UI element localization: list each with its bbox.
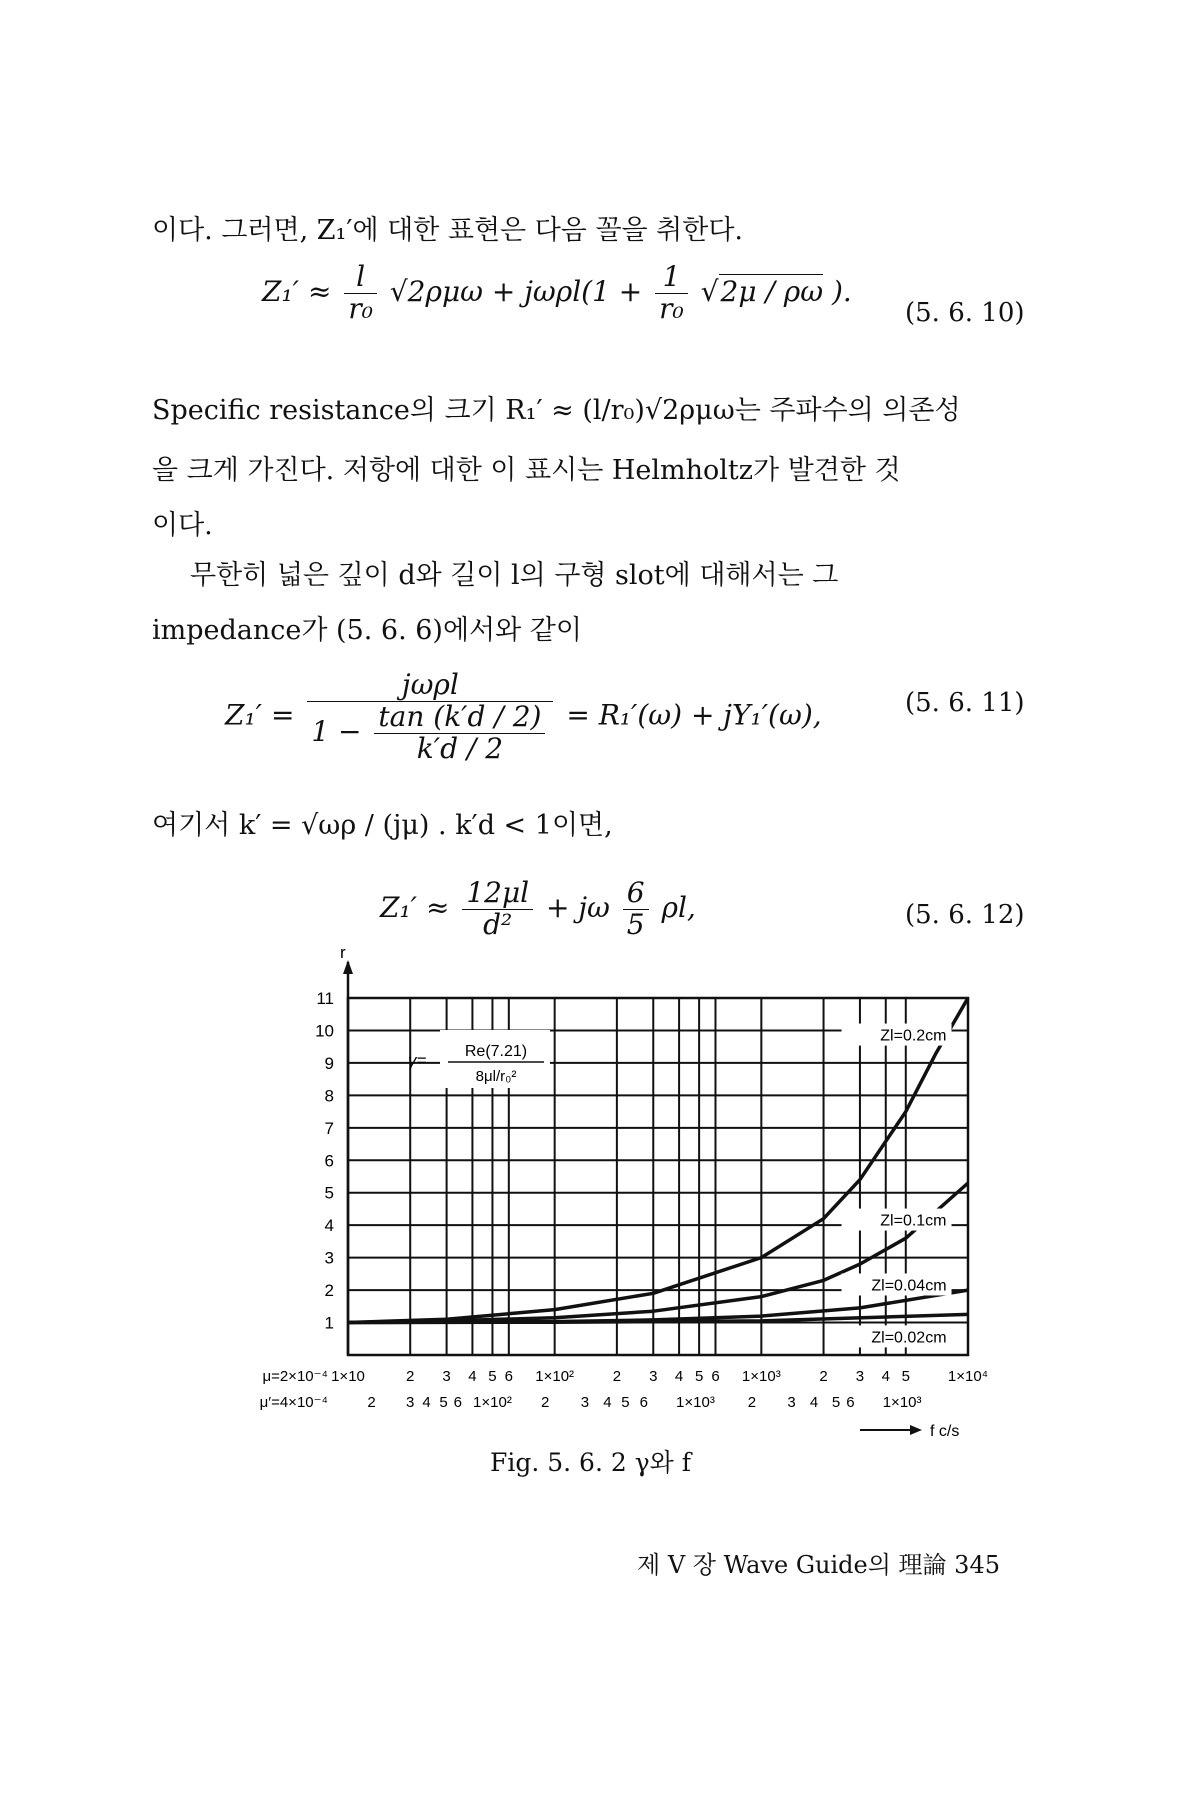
eq11-den-a: 1 − bbox=[311, 714, 362, 748]
formula-den: 8μl/r₀² bbox=[475, 1068, 517, 1085]
eq12-left: Z₁′ ≈ bbox=[380, 890, 450, 924]
x-axis-arrow bbox=[910, 1425, 922, 1435]
y-tick-label: 9 bbox=[324, 1053, 334, 1073]
x-tick-label-row2: 1×10³ bbox=[882, 1394, 922, 1411]
x-tick-label-row1: 1×10 bbox=[331, 1368, 365, 1385]
text-line-2: Specific resistance의 크기 R₁′ ≈ (l/r₀)√2ρμω는 주파수의 의존성 bbox=[152, 395, 961, 426]
x-tick-label-row2: 5 bbox=[831, 1394, 841, 1411]
equation-5-6-11 bbox=[225, 670, 822, 764]
eq11-right: = R₁′(ω) + jY₁′(ω), bbox=[566, 698, 822, 732]
eq10-den: r₀ bbox=[348, 291, 373, 325]
x-tick-label-row2: 5 bbox=[621, 1394, 630, 1411]
eq10-frac2 bbox=[655, 262, 688, 325]
eq11-num: jωρl bbox=[307, 670, 553, 702]
x-tick-label-row1: 4 bbox=[468, 1368, 477, 1385]
eq11-den bbox=[307, 699, 553, 765]
eq11-frac bbox=[307, 670, 553, 764]
eq12-num: 12μl bbox=[462, 878, 533, 910]
eq12-frac1 bbox=[462, 878, 533, 941]
x-tick-label-row2: 2 bbox=[747, 1394, 757, 1411]
x-tick-label-row2: 2 bbox=[367, 1394, 376, 1411]
y-tick-label: 11 bbox=[316, 989, 334, 1008]
x-row2-prefix: μ′=4×10⁻⁴ bbox=[259, 1394, 328, 1411]
x-tick-label-row1: 1×10² bbox=[535, 1368, 575, 1385]
y-axis-label: r bbox=[340, 943, 346, 962]
eq12-mid: + jω bbox=[546, 890, 610, 924]
text-line-6: impedance가 (5. 6. 6)에서와 같이 bbox=[152, 615, 582, 646]
x-row1-prefix: μ=2×10⁻⁴ bbox=[262, 1368, 328, 1385]
x-tick-label-row2: 4 bbox=[422, 1394, 431, 1411]
x-tick-label-row2: 1×10² bbox=[473, 1394, 512, 1411]
eq12-end: ρl, bbox=[661, 890, 696, 924]
eq11-den-den: k′d / 2 bbox=[416, 731, 504, 765]
eq10-mid: √2ρμω + jωρl(1 + bbox=[389, 274, 643, 308]
x-tick-label-row2: 6 bbox=[453, 1394, 463, 1411]
x-tick-label-row2: 4 bbox=[603, 1394, 612, 1411]
x-tick-label-row1: 5 bbox=[488, 1368, 497, 1385]
x-tick-label-row1: 2 bbox=[406, 1368, 415, 1385]
equation-5-6-10: Z₁′ ≈ $\frac{l}{\text{r₀}}$ √2ρμω + jωρl(1 + $\frac{1}{\text{r₀}}$ √2μ / ρω ). bbox=[262, 260, 852, 325]
eq11-left: Z₁′ = bbox=[225, 698, 295, 732]
equation-number-5-6-11: (5. 6. 11) bbox=[905, 688, 1025, 718]
x-axis-label: f c/s bbox=[930, 1423, 960, 1440]
x-tick-label-row1: 5 bbox=[694, 1368, 704, 1385]
x-tick-label-row1: 1×10⁴ bbox=[947, 1368, 989, 1385]
y-tick-label: 7 bbox=[324, 1118, 334, 1138]
eq10-den2: r₀ bbox=[659, 291, 684, 325]
series-label: Zl=0.1cm bbox=[880, 1212, 947, 1230]
series-label: Zl=0.02cm bbox=[871, 1329, 947, 1347]
equation-number-5-6-12: (5. 6. 12) bbox=[905, 900, 1025, 930]
equation-number-5-6-10: (5. 6. 10) bbox=[905, 298, 1025, 328]
x-tick-label-row1: 2 bbox=[819, 1368, 828, 1385]
y-tick-label: 1 bbox=[324, 1313, 334, 1333]
formula-lhs: γ= bbox=[408, 1051, 427, 1070]
series-label: Zl=0.04cm bbox=[871, 1277, 947, 1295]
y-tick-label: 3 bbox=[324, 1248, 334, 1268]
eq12-frac2 bbox=[623, 878, 649, 941]
gamma-vs-frequency-chart bbox=[259, 943, 1020, 1440]
eq10-sqrt: 2μ / ρω bbox=[720, 274, 824, 308]
x-tick-label-row1: 4 bbox=[674, 1368, 684, 1385]
eq11-den-num: tan (k′d / 2) bbox=[374, 702, 545, 734]
equation-5-6-12 bbox=[380, 878, 696, 941]
eq10-num: l bbox=[344, 262, 377, 294]
text-line-4: 이다. bbox=[152, 510, 213, 541]
y-tick-label: 6 bbox=[324, 1151, 334, 1171]
x-tick-label-row1: 1×10³ bbox=[741, 1368, 781, 1385]
x-tick-label-row2: 3 bbox=[406, 1394, 415, 1411]
y-tick-label: 5 bbox=[324, 1183, 334, 1203]
text-line-3: 을 크게 가진다. 저항에 대한 이 표시는 Helmholtz가 발견한 것 bbox=[152, 455, 901, 486]
y-axis-arrow bbox=[343, 960, 353, 974]
eq12-num2: 6 bbox=[623, 878, 649, 910]
text-line-7: 여기서 k′ = √ωρ / (jμ) . k′d < 1이면, bbox=[152, 810, 613, 841]
y-tick-label: 2 bbox=[324, 1281, 334, 1301]
x-tick-label-row1: 3 bbox=[442, 1368, 451, 1385]
x-tick-label-row1: 5 bbox=[901, 1368, 910, 1385]
formula-num: Re(7.21) bbox=[464, 1043, 528, 1060]
eq10-frac1 bbox=[344, 262, 377, 325]
y-tick-label: 4 bbox=[324, 1216, 334, 1236]
x-tick-label-row1: 6 bbox=[711, 1368, 720, 1385]
x-tick-label-row1: 3 bbox=[649, 1368, 658, 1385]
x-tick-label-row2: 2 bbox=[541, 1394, 550, 1411]
eq10-end: ). bbox=[831, 274, 852, 308]
eq10-num2: 1 bbox=[655, 262, 688, 294]
eq10-left: Z₁′ ≈ bbox=[262, 274, 332, 308]
series-line bbox=[348, 1183, 968, 1323]
x-tick-label-row1: 3 bbox=[855, 1368, 865, 1385]
x-tick-label-row2: 6 bbox=[846, 1394, 855, 1411]
eq11-den-frac bbox=[374, 699, 545, 765]
page-footer: 제 Ⅴ 장 Wave Guide의 理論 345 bbox=[637, 1551, 1000, 1579]
x-tick-label-row2: 1×10³ bbox=[676, 1394, 715, 1411]
text-line-5: 무한히 넓은 깊이 d와 길이 l의 구형 slot에 대해서는 그 bbox=[190, 560, 839, 591]
x-tick-label-row1: 6 bbox=[504, 1368, 513, 1385]
x-tick-label-row1: 2 bbox=[612, 1368, 622, 1385]
y-tick-label: 8 bbox=[324, 1086, 334, 1106]
x-tick-label-row2: 5 bbox=[439, 1394, 448, 1411]
x-tick-label-row2: 3 bbox=[580, 1394, 590, 1411]
eq12-den2: 5 bbox=[626, 907, 645, 941]
x-tick-label-row2: 6 bbox=[639, 1394, 648, 1411]
eq12-den: d² bbox=[483, 907, 513, 941]
figure-caption: Fig. 5. 6. 2 γ와 f bbox=[490, 1448, 691, 1477]
y-tick-label: 10 bbox=[315, 1021, 334, 1041]
text-line-1: 이다. 그러면, Z₁′에 대한 표현은 다음 꼴을 취한다. bbox=[152, 215, 744, 246]
series-label: Zl=0.2cm bbox=[880, 1027, 947, 1045]
x-tick-label-row1: 4 bbox=[881, 1368, 890, 1385]
x-tick-label-row2: 4 bbox=[809, 1394, 819, 1411]
x-tick-label-row2: 3 bbox=[787, 1394, 796, 1411]
